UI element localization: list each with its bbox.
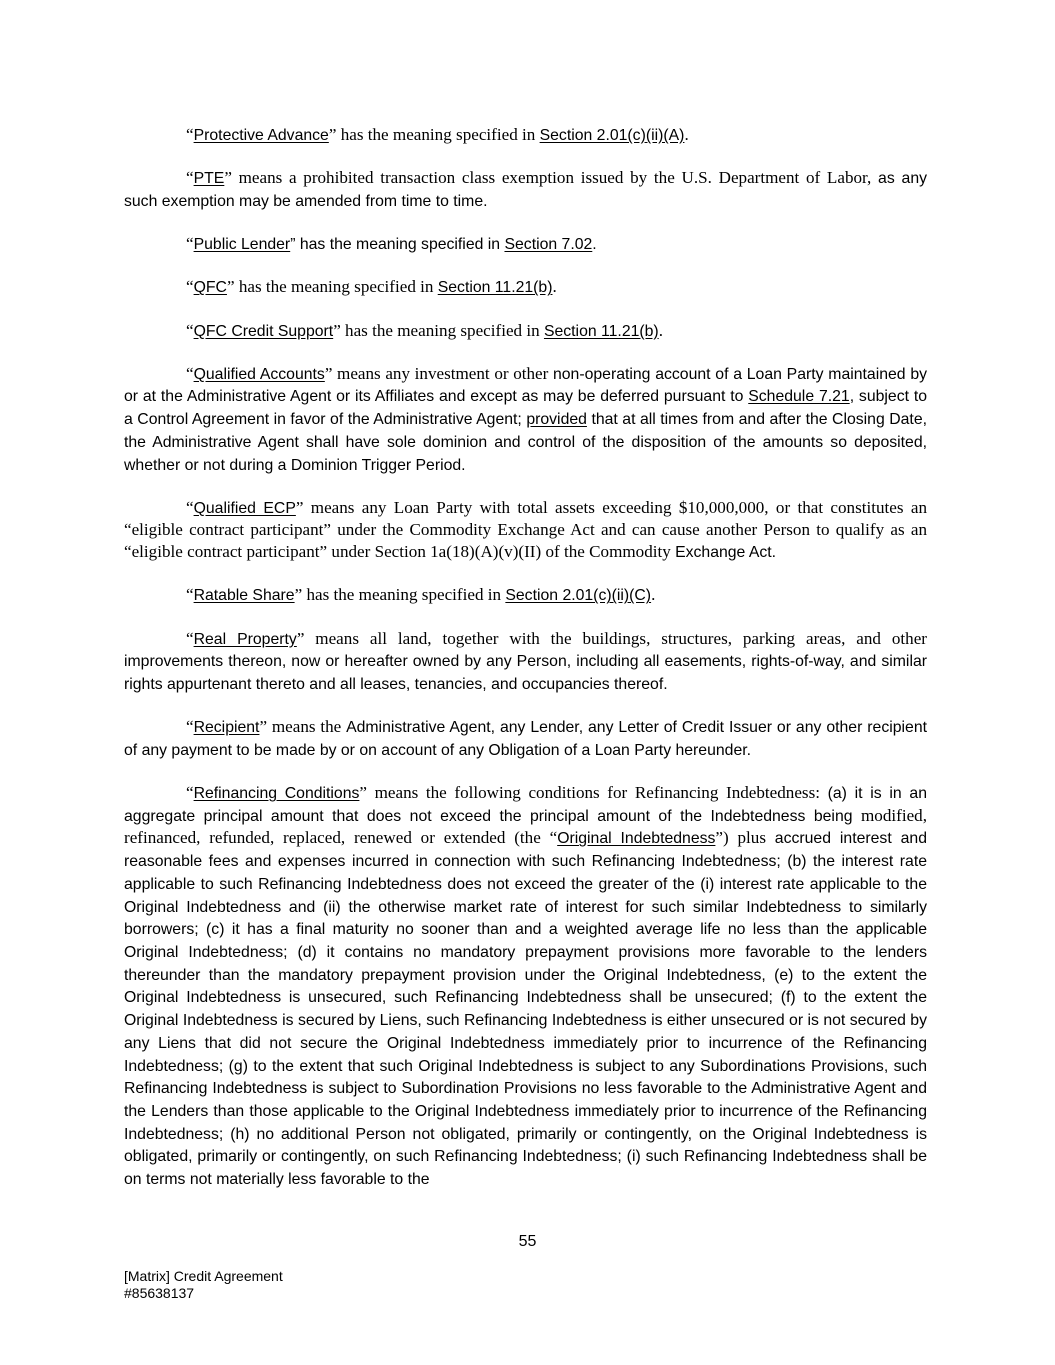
- definition-text: “: [186, 125, 194, 144]
- defined-term-reference: Refinancing Conditions: [193, 785, 360, 803]
- definition-text: ” has the meaning specified in: [294, 585, 506, 605]
- definition-text: Administrative Agent, any Lender, any Letter of Credit Issuer or any other recipient of any payment to be made by or on account of any Obligation of a Loan Party hereunder.: [124, 719, 927, 759]
- defined-term-reference: Section 2.01(c)(ii)(C): [505, 587, 652, 605]
- definition-text: ” has the meaning specified in: [226, 277, 438, 297]
- definition-public-lender: [124, 233, 927, 256]
- definition-text: that at all times from and after the Closing Date, the Administrative Agent shall have sole dominion and control of the disposition of the amounts so deposited, whether or not during a Dominion Trigger Period.: [124, 411, 927, 474]
- defined-term-reference: Qualified ECP: [193, 499, 296, 517]
- definition-text: improvements thereon, now or hereafter owned by any Person, including all easements, rights-of-way, and similar rights appurtenant thereto and all leases, tenancies, and occupancies thereof.: [124, 653, 927, 693]
- definition-text: “: [186, 717, 194, 737]
- definition-text: .: [684, 125, 689, 144]
- definition-text: .: [552, 277, 557, 297]
- definition-ratable-share: [124, 584, 927, 607]
- footer-document-id: #85638137: [124, 1285, 195, 1301]
- definition-text: .: [592, 236, 597, 254]
- definition-text: .: [651, 585, 656, 605]
- defined-term-reference: Original Indebtedness: [557, 830, 716, 848]
- definition-text: “: [186, 497, 194, 517]
- defined-term-reference: PTE: [193, 170, 225, 188]
- definition-text: “: [186, 628, 194, 648]
- definition-text: “: [186, 585, 194, 605]
- definition-qualified-ecp: [124, 497, 927, 564]
- definition-text: ” has the meaning specified in: [290, 236, 505, 254]
- footer-document-title: [Matrix] Credit Agreement: [124, 1268, 283, 1284]
- defined-term-reference: Real Property: [193, 630, 297, 648]
- definition-text: (a) it is in an aggregate principal amount that does not exceed the principal amount of the Indebtedness being: [124, 785, 927, 825]
- definition-text: ” means the following conditions for Refinancing Indebtedness:: [359, 783, 828, 803]
- definition-text: non-operating account of a Loan Party maintained by or at the Administrative Agent or its Affiliates and except as may be deferred pursuant to: [124, 365, 928, 406]
- definition-text: “: [186, 277, 194, 297]
- defined-term-reference: Qualified Accounts: [193, 365, 325, 383]
- definition-recipient: [124, 716, 927, 761]
- definition-text: Exchange Act.: [675, 544, 777, 562]
- definition-text: “: [186, 783, 194, 803]
- definition-text: ” means all land, together with the buildings, structures, parking areas, and other: [296, 628, 927, 648]
- defined-term-reference: Section 11.21(b): [543, 322, 659, 340]
- definition-text: ” means a prohibited transaction class exemption issued by the U.S. Department of Labor,: [224, 168, 879, 188]
- definition-text: ”) plus: [715, 828, 775, 848]
- definition-text: “: [186, 234, 194, 254]
- defined-term-reference: Ratable Share: [193, 587, 295, 605]
- document-body: [124, 124, 927, 1191]
- definition-pte: [124, 167, 927, 212]
- footer: [124, 1268, 283, 1302]
- definition-text: as any such exemption may be amended from time to time.: [124, 170, 927, 210]
- defined-term-reference: Public Lender: [193, 236, 291, 254]
- definition-text: ” means the: [259, 717, 347, 737]
- definition-qfc: [124, 276, 927, 299]
- defined-term-reference: Section 2.01(c)(ii)(A): [539, 127, 685, 144]
- definition-text: .: [658, 320, 663, 340]
- defined-term-reference: Schedule 7.21: [748, 388, 850, 406]
- definition-text: ” means any Loan Party with total assets exceeding $10,000,000, or that constitutes an “eligible contract participant” under the Commodity Exchange Act and can cause another Person to qualify as an “eligible contract participant” under Section 1a(18)(A)(v)(II) of the Commodity: [124, 497, 927, 562]
- defined-term-reference: QFC: [193, 279, 227, 297]
- page-number: 55: [518, 1233, 537, 1250]
- defined-term-reference: Recipient: [193, 719, 260, 737]
- definition-text: “: [186, 168, 194, 188]
- defined-term-reference: Protective Advance: [193, 127, 329, 144]
- definition-text: modified, refinanced, refunded, replaced, renewed or extended (the “: [124, 805, 927, 848]
- definition-text: ” means any investment or other: [324, 363, 553, 383]
- definition-protective-advance: [124, 124, 927, 147]
- definition-text: accrued interest and reasonable fees and expenses incurred in connection with such Refinancing Indebtedness; (b) the interest rate applicable to such Refinancing Indebtedness does not exceed the greater of the (i) interest rate applicable to the Original Indebtedness and (ii) the otherwise market rate of interest for such similar Indebtedness to similarly borrowers; (c) it has a final maturity no sooner than and a weighted average life no less than the applicable Original Indebtedness; (d) it contains no mandatory prepayment provisions more favorable to the lenders thereunder than the mandatory prepayment provision under the Original Indebtedness, (e) to the extent the Original Indebtedness is unsecured, such Refinancing Indebtedness shall be unsecured; (f) to the extent the Original Indebtedness is secured by Liens, such Refinancing Indebtedness is either unsecured or is not secured by any Liens that did not secure the Original Indebtedness immediately prior to incurrence of the Refinancing Indebtedness; (g) to the extent that such Original Indebtedness is subject to any Subordinations Provisions, such Refinancing Indebtedness is subject to Subordination Provisions no less favorable to the Administrative Agent and the Lenders than those applicable to the Original Indebtedness immediately prior to incurrence of the Refinancing Indebtedness; (h) no additional Person not obligated, primarily or contingently, on the Original Indebtedness is obligated, primarily or contingently, on such Refinancing Indebtedness; (i) such Refinancing Indebtedness shall be on terms not materially less favorable to the: [124, 830, 927, 1189]
- defined-term-reference: Section 7.02: [504, 236, 593, 254]
- defined-term-reference: QFC Credit Support: [193, 322, 334, 340]
- definition-text: ” has the meaning specified in: [328, 125, 540, 144]
- definition-qfc-credit-support: [124, 320, 927, 343]
- definition-qualified-accounts: [124, 363, 927, 477]
- definition-text: ” has the meaning specified in: [333, 320, 544, 340]
- defined-term-reference: provided: [526, 411, 587, 429]
- definition-real-property: [124, 628, 927, 696]
- defined-term-reference: Section 11.21(b): [437, 279, 553, 297]
- definition-text: “: [186, 320, 194, 340]
- definition-text: “: [186, 363, 194, 383]
- definition-refinancing-conditions: [124, 782, 927, 1191]
- definition-text: , subject to a Control Agreement in favor of the Administrative Agent;: [124, 388, 927, 429]
